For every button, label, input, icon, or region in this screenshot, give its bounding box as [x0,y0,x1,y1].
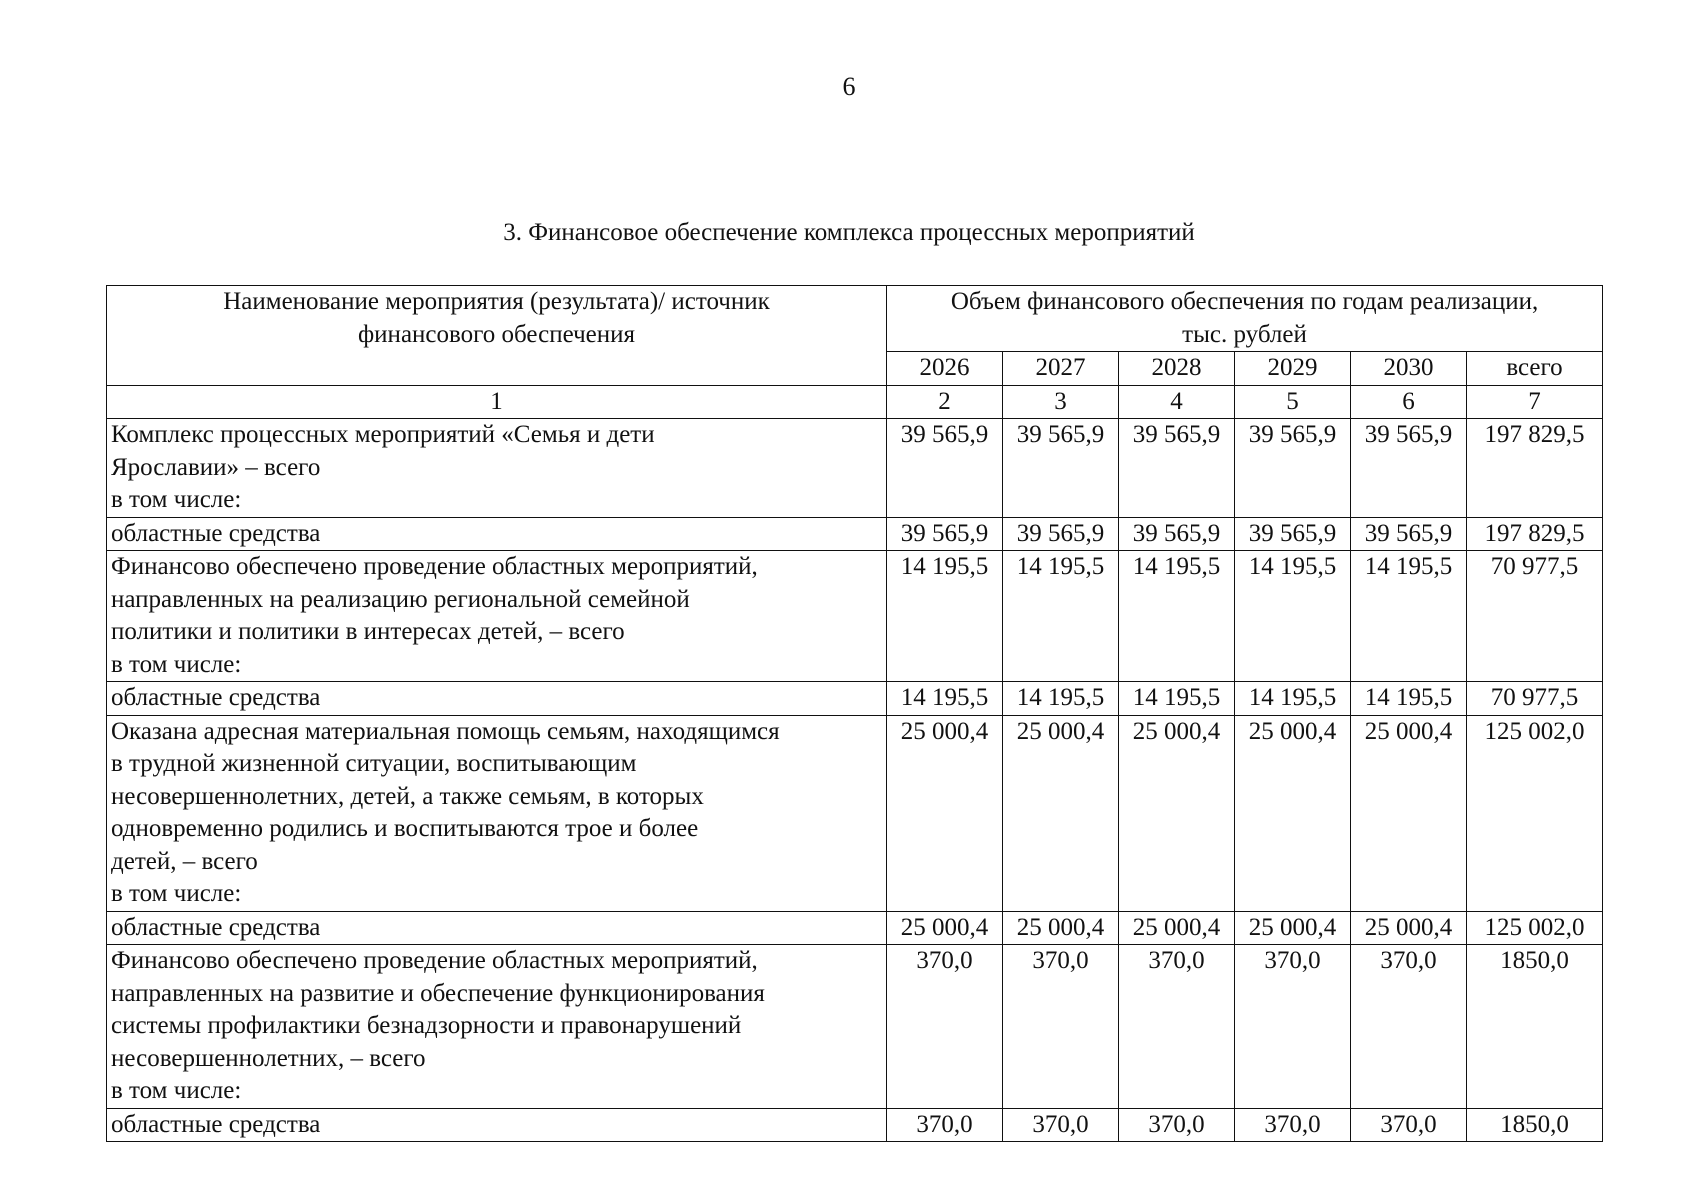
row-name-line: одновременно родились и воспитываются трое и более [111,815,699,842]
row-name-line: направленных на реализацию региональной семейной [111,585,690,613]
row-value-cell: 25 000,4 [1235,715,1351,911]
row-value-cell: 39 565,9 [1351,419,1467,518]
row-name-line: областные средства [111,1110,321,1138]
row-value-cell: 370,0 [1235,945,1351,1109]
row-name-line: Ярославии» – всего [111,453,321,481]
table-row [107,419,1603,518]
row-value-cell: 14 195,5 [887,682,1003,716]
row-value-cell: 39 565,9 [1351,517,1467,551]
row-value-cell: 370,0 [887,1108,1003,1142]
column-number: 4 [1119,385,1235,419]
row-name-line: Комплекс процессных мероприятий «Семья и дети [111,421,655,448]
row-name-line: системы профилактики безнадзорности и правонарушений [111,1012,742,1039]
row-name-line: областные средства [111,684,321,711]
table-row [107,715,1603,911]
row-name-cell [107,682,887,716]
row-name-line: несовершеннолетних, – всего [111,1044,426,1072]
row-value-cell: 25 000,4 [1235,911,1351,945]
row-total-cell: 1850,0 [1467,945,1603,1109]
row-value-cell: 370,0 [1119,945,1235,1109]
row-name-cell [107,911,887,945]
year-cell: 2027 [1003,352,1119,386]
row-value-cell: 39 565,9 [1003,419,1119,518]
row-total-cell: 70 977,5 [1467,682,1603,716]
table-row [107,945,1603,1109]
row-value-cell: 25 000,4 [1003,911,1119,945]
header-name-line: финансового обеспечения [357,320,636,348]
table-row [107,682,1603,716]
row-value-cell: 25 000,4 [1351,911,1467,945]
row-total-cell: 125 002,0 [1467,715,1603,911]
row-value-cell: 39 565,9 [1119,517,1235,551]
row-name-line: Финансово обеспечено проведение областных мероприятий, [111,947,758,974]
row-value-cell: 370,0 [1235,1108,1351,1142]
row-value-cell: 39 565,9 [1003,517,1119,551]
table-row [107,517,1603,551]
row-value-cell: 14 195,5 [1003,682,1119,716]
header-name-cell [107,286,887,386]
year-cell: 2029 [1235,352,1351,386]
header-volume-cell [887,286,1603,352]
row-value-cell: 25 000,4 [887,715,1003,911]
row-value-cell: 14 195,5 [1003,551,1119,682]
row-value-cell: 39 565,9 [887,419,1003,518]
row-name-line: в том числе: [111,650,242,678]
header-volume-line: Объем финансового обеспечения по годам реализации, [950,288,1539,315]
year-total-cell: всего [1467,352,1603,386]
column-number: 7 [1467,385,1603,419]
row-value-cell: 14 195,5 [1235,682,1351,716]
year-cell: 2026 [887,352,1003,386]
row-value-cell: 39 565,9 [1119,419,1235,518]
row-name-line: в трудной жизненной ситуации, воспитывающим [111,750,637,777]
row-total-cell: 197 829,5 [1467,517,1603,551]
year-cell: 2028 [1119,352,1235,386]
column-number: 2 [887,385,1003,419]
row-total-cell: 197 829,5 [1467,419,1603,518]
row-name-cell [107,945,887,1109]
row-value-cell: 14 195,5 [887,551,1003,682]
row-name-cell [107,551,887,682]
row-name-line: детей, – всего [111,847,258,875]
page-number: 6 [842,72,856,101]
row-name-line: в том числе: [111,880,242,907]
row-name-cell [107,419,887,518]
row-value-cell: 14 195,5 [1351,682,1467,716]
row-name-cell [107,1108,887,1142]
row-name-line: в том числе: [111,1077,242,1104]
table-row [107,1108,1603,1142]
row-name-line: областные средства [111,913,321,941]
row-name-line: несовершеннолетних, детей, а также семьям, в которых [111,782,704,810]
row-value-cell: 370,0 [1351,945,1467,1109]
column-number: 3 [1003,385,1119,419]
table-row [107,551,1603,682]
column-number: 6 [1351,385,1467,419]
column-number: 1 [107,385,887,419]
row-total-cell: 125 002,0 [1467,911,1603,945]
row-value-cell: 370,0 [1351,1108,1467,1142]
row-value-cell: 14 195,5 [1119,682,1235,716]
column-number-row [107,385,1603,419]
row-value-cell: 370,0 [887,945,1003,1109]
row-value-cell: 39 565,9 [1235,517,1351,551]
row-value-cell: 14 195,5 [1235,551,1351,682]
header-name-line: Наименование мероприятия (результата)/ источник [223,288,770,315]
row-name-cell [107,517,887,551]
row-value-cell: 39 565,9 [887,517,1003,551]
year-cell: 2030 [1351,352,1467,386]
row-value-cell: 14 195,5 [1119,551,1235,682]
table-row [107,911,1603,945]
header-row-1 [107,286,1603,352]
row-value-cell: 370,0 [1003,1108,1119,1142]
row-value-cell: 370,0 [1119,1108,1235,1142]
row-value-cell: 25 000,4 [1119,715,1235,911]
row-name-line: Финансово обеспечено проведение областных мероприятий, [111,553,758,580]
row-value-cell: 39 565,9 [1235,419,1351,518]
row-total-cell: 70 977,5 [1467,551,1603,682]
row-value-cell: 25 000,4 [1119,911,1235,945]
row-name-line: направленных на развитие и обеспечение функционирования [111,979,765,1007]
row-total-cell: 1850,0 [1467,1108,1603,1142]
header-volume-line: тыс. рублей [1182,320,1307,348]
row-name-line: в том числе: [111,486,242,513]
financing-table [106,285,1603,1142]
row-value-cell: 370,0 [1003,945,1119,1109]
section-title: 3. Финансовое обеспечение комплекса процессных мероприятий [503,219,1195,246]
column-number: 5 [1235,385,1351,419]
row-name-cell [107,715,887,911]
row-name-line: Оказана адресная материальная помощь семьям, находящимся [111,717,780,745]
row-value-cell: 25 000,4 [1003,715,1119,911]
row-value-cell: 25 000,4 [1351,715,1467,911]
row-value-cell: 14 195,5 [1351,551,1467,682]
row-name-line: областные средства [111,519,321,547]
row-name-line: политики и политики в интересах детей, – всего [111,618,625,645]
row-value-cell: 25 000,4 [887,911,1003,945]
